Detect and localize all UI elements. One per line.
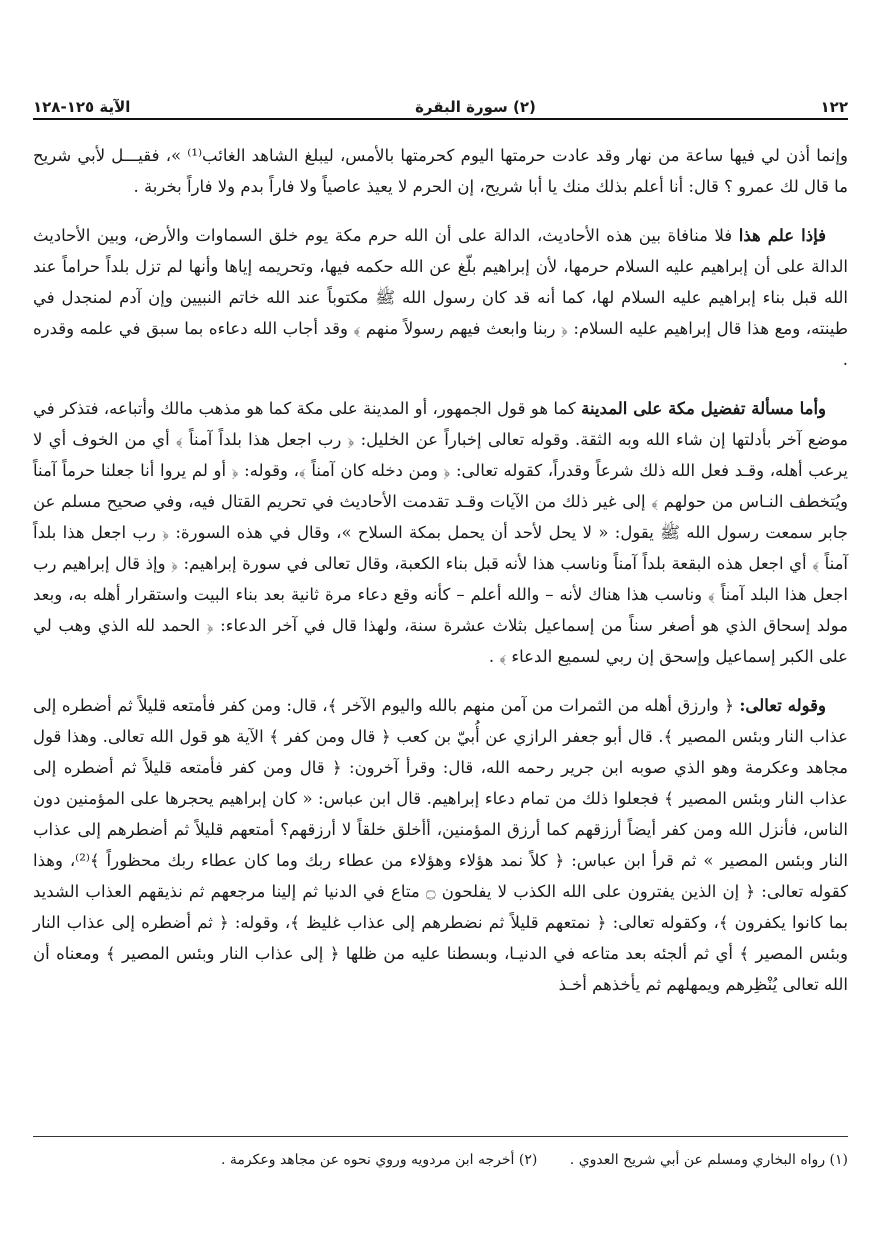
paragraph: [33, 690, 848, 1000]
paragraph: [33, 140, 848, 202]
footnotes: [33, 1148, 848, 1172]
paragraph: [33, 220, 848, 375]
footnote-1: (١) رواه البخاري ومسلم عن أبي شريح العدوي .: [569, 1152, 848, 1168]
verse-range: الآية ١٢٥-١٢٨: [33, 98, 131, 116]
paragraph-text: كما هو قول الجمهور، أو المدينة على مكة كما هو مذهب مالك وأتباعه، فتذكر في موضع آخر بأدلتها إن شاء الله وبه الثقة. وقوله تعالى إخباراً عن الخليل: ﴿ رب اجعل هذا بلداً آمناً ﴾ أي من الخوف أي لا يرعب أهله، وقـد فعل الله ذلك شرعاً وقدراً، كقوله تعالى: ﴿ ومن دخله كان آمناً ﴾، وقوله: ﴿ أو لم يروا أنا جعلنا حرماً آمناً ويُتخطف النـاس من حولهم ﴾ إلى غير ذلك من الآيات وقـد تقدمت الأحاديث في تحريم القتال فيه، وفي صحيح مسلم عن جابر سمعت رسول الله ﷺ يقول: « لا يحل لأحد أن يحمل بمكة السلاح »، وقال في هذه السورة: ﴿ رب اجعل هذا بلداً آمناً ﴾ أي اجعل هذه البقعة بلداً آمناً وناسب هذا لأنه قبل بناء الكعبة، وقال تعالى في سورة إبراهيم: ﴿ وإذ قال إبراهيم رب اجعل هذا البلد آمناً ﴾ وناسب هذا هناك لأنه – والله أعلم – كأنه وقع دعاء مرة ثانية بعد بناء البيت واستقرار أهله به، وبعد مولد إسحاق الذي هو أصغر سناً من إسماعيل بثلاث عشرة سنة، ولهذا قال في آخر الدعاء: ﴿ الحمد لله الذي وهب لي على الكبر إسماعيل وإسحق إن ربي لسميع الدعاء ﴾ .: [33, 399, 848, 666]
page-number: ١٢٢: [820, 98, 848, 116]
body-text: [33, 140, 848, 1000]
paragraph-lead: فإذا علم هذا: [738, 226, 826, 245]
paragraph-text: فلا منافاة بين هذه الأحاديث، الدالة على أن الله حرم مكة يوم خلق السماوات والأرض، وبين الأحاديث الدالة على أن إبراهيم عليه السلام حرمها، لأن إبراهيم بلّغ عن الله حكمه فيها، وتحريمه إياها وأنها لم تزل بلداً حراماً عند الله قبل بناء إبراهيم عليه السلام لها، كما أنه قد كان رسول الله ﷺ مكتوباً عند الله خاتم النبيين وإن آدم لمنجدل في طينته، ومع هذا قال إبراهيم عليه السلام: ﴿ ربنا وابعث فيهم رسولاً منهم ﴾ وقد أجاب الله دعاءه بما سبق في علمه وقدره .: [33, 226, 848, 369]
paragraph-text: وإنما أذن لي فيها ساعة من نهار وقد عادت حرمتها اليوم كحرمتها بالأمس، ليبلغ الشاهد الغائب⁽¹⁾ »، فقيـــل لأبي شريح ما قال لك عمرو ؟ قال: أنا أعلم بذلك منك يا أبا شريح، إن الحرم لا يعيذ عاصياً ولا فاراً بدم ولا فاراً بخربة .: [33, 146, 848, 196]
surah-title: (٢) سورة البقرة: [415, 98, 536, 116]
paragraph-lead: وأما مسألة تفضيل مكة على المدينة: [581, 399, 826, 418]
paragraph-lead: وقوله تعالى:: [739, 696, 826, 715]
footnote-rule: [33, 1136, 848, 1137]
footnote-2: (٢) أخرجه ابن مردويه وروي نحوه عن مجاهد وعكرمة .: [221, 1152, 538, 1168]
paragraph: [33, 393, 848, 672]
header-rule: [33, 118, 848, 120]
paragraph-text: ﴿ وارزق أهله من الثمرات من آمن منهم بالله واليوم الآخر ﴾، قال: ومن كفر فأمتعه قليلاً ثم أضطره إلى عذاب النار وبئس المصير ﴾. قال أبو جعفر الرازي عن أُبيّ بن كعب ﴿ قال ومن كفر ﴾ الآية هو قول الله تعالى. وهذا قول مجاهد وعكرمة وهو الذي صوبه ابن جرير رحمه الله، قال: وقرأ آخرون: ﴿ قال ومن كفر فأمتعه قليلاً ثم أضطره إلى عذاب النار وبئس المصير ﴾ فجعلوا ذلك من تمام دعاء إبراهيم. قال ابن عباس: « كان إبراهيم يحجرها على المؤمنين دون الناس، فأنزل الله ومن كفر أيضاً أرزقهم كما أرزق المؤمنين، أأخلق خلقاً لا أرزقهم؟ أمتعهم قليلاً ثم أضطرهم إلى عذاب النار وبئس المصير » ثم قرأ ابن عباس: ﴿ كلاً نمد هؤلاء وهؤلاء من عطاء ربك وما كان عطاء ربك محظوراً ﴾⁽²⁾، وهذا كقوله تعالى: ﴿ إن الذين يفترون على الله الكذب لا يفلحون ۝ متاع في الدنيا ثم إلينا مرجعهم ثم نذيقهم العذاب الشديد بما كانوا يكفرون ﴾، وكقوله تعالى: ﴿ نمتعهم قليلاً ثم نضطرهم إلى عذاب غليظ ﴾، وقوله: ﴿ ثم أضطره إلى عذاب النار وبئس المصير ﴾ أي ثم ألجئه بعد متاعه في الدنيـا، وبسطنا عليه من ظلها ﴿ إلى عذاب النار وبئس المصير ﴾ ومعناه أن الله تعالى يُنْظِرهم ويمهلهم ثم يأخذهم أخـذ: [33, 696, 848, 994]
page-header: [33, 90, 848, 116]
